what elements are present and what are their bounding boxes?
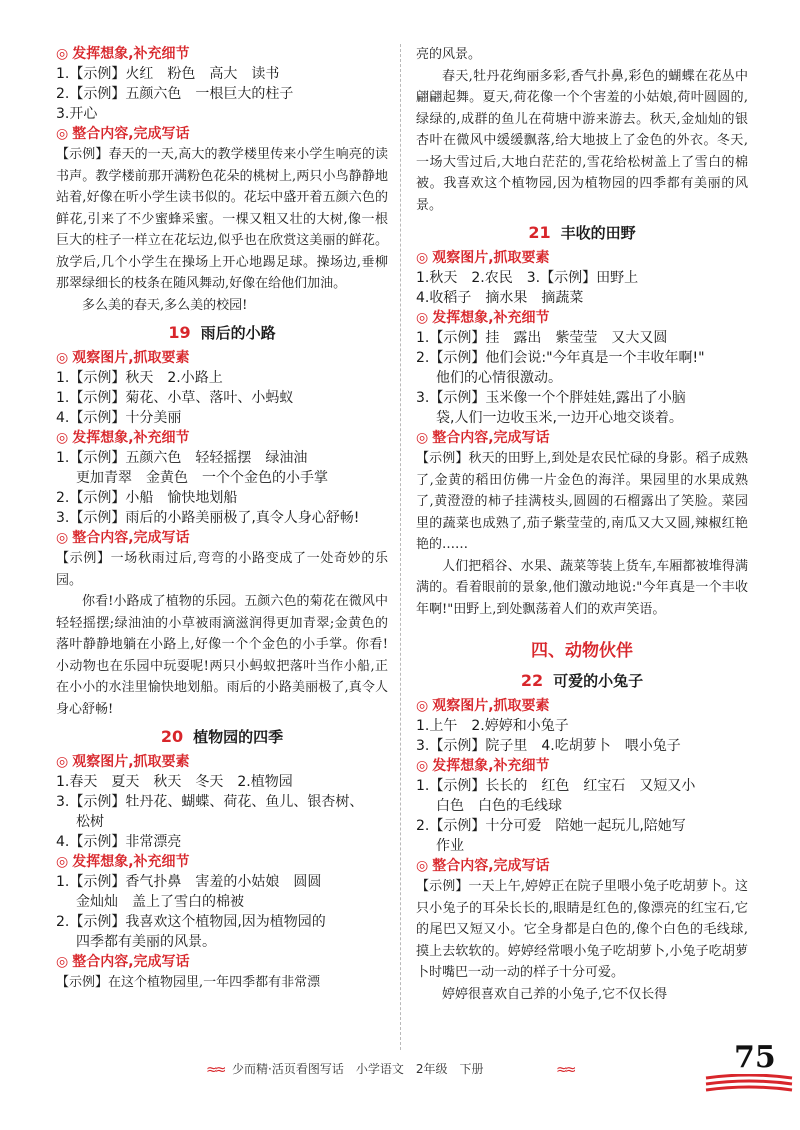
sample-essay (416, 876, 748, 1005)
answer-line: 1.上午 2.婷婷和小兔子 (416, 718, 569, 734)
answer-line: 3.开心 (56, 106, 98, 122)
answer-line: 金灿灿 盖上了雪白的棉被 (76, 894, 244, 910)
lesson-title: 19 雨后的小路 (168, 323, 276, 342)
answer-line: 袋,人们一边收玉米,一边开心地交谈着。 (436, 410, 683, 426)
page-footer (0, 1040, 800, 1104)
answer-line: 3.【示例】雨后的小路美丽极了,真令人身心舒畅! (56, 510, 360, 526)
answer-line: 作业 (436, 838, 464, 854)
answer-line: 4.【示例】非常漂亮 (56, 834, 182, 850)
essay-paragraph: 【示例】在这个植物园里,一年四季都有非常漂 (56, 975, 321, 990)
section-heading: ◎ 整合内容,完成写话 (56, 126, 190, 142)
sample-essay (416, 44, 748, 216)
essay-paragraph: 春天,牡丹花绚丽多彩,香气扑鼻,彩色的蝴蝶在花丛中翩翩起舞。夏天,荷花像一个个害羞的小姑娘,荷叶圆圆的,绿绿的,成群的鱼儿在荷塘中游来游去。秋天,金灿灿的银杏叶在微风中缓缓飘落,给大地披上了金色的外衣。冬天,一场大雪过后,大地白茫茫的,雪花给松树盖上了雪白的棉被。我喜欢这个植物园,因为植物园的四季都有美丽的风景。 (416, 68, 748, 213)
essay-paragraph: 【示例】一场秋雨过后,弯弯的小路变成了一处奇妙的乐园。 (56, 551, 388, 588)
answer-line: 1.春天 夏天 秋天 冬天 2.植物园 (56, 774, 293, 790)
column-divider (400, 44, 401, 1050)
essay-paragraph: 【示例】秋天的田野上,到处是农民忙碌的身影。稻子成熟了,金黄的稻田仿佛一片金色的海洋。果园里的水果成熟了,黄澄澄的柿子挂满枝头,圆圆的石榴露出了笑脸。菜园里的蔬菜也成熟了,茄子紫莹莹的,南瓜又大又圆,辣椒红艳艳的…… (416, 451, 748, 552)
essay-paragraph: 婷婷很喜欢自己养的小兔子,它不仅长得 (442, 986, 668, 1002)
sample-essay (56, 548, 388, 720)
section-heading: ◎ 观察图片,抓取要素 (416, 250, 550, 266)
essay-paragraph: 【示例】一天上午,婷婷正在院子里喂小兔子吃胡萝卜。这只小兔子的耳朵长长的,眼睛是红色的,像漂亮的红宝石,它的尾巴又短又小。它全身都是白色的,像个白色的毛线球,摸上去软软的。婷婷经常喂小兔子吃胡萝卜,小兔子吃胡萝卜时嘴巴一动一动的样子十分可爱。 (416, 879, 748, 980)
section-heading: ◎ 整合内容,完成写话 (416, 858, 550, 874)
essay-paragraph: 【示例】春天的一天,高大的教学楼里传来小学生响亮的读书声。教学楼前那开满粉色花朵的桃树上,两只小鸟静静地站着,好像在听小学生读书似的。花坛中盛开着五颜六色的鲜花,引来了不少蜜蜂采蜜。一棵又粗又壮的大树,像一根巨大的柱子一样立在花坛边,似乎也在欣赏这美丽的鲜花。放学后,几个小学生在操场上开心地踢足球。操场边,垂柳那翠绿细长的枝条在随风舞动,好像在给他们加油。 (56, 147, 388, 291)
answer-line: 2.【示例】他们会说:"今年真是一个丰收年啊!" (416, 350, 705, 366)
right-column (416, 44, 748, 1005)
answer-line: 1.【示例】火红 粉色 高大 读书 (56, 66, 280, 82)
answer-line: 1.【示例】长长的 红色 红宝石 又短又小 (416, 778, 696, 794)
answer-line: 4.收稻子 摘水果 摘蔬菜 (416, 290, 584, 306)
lesson-title: 21 丰收的田野 (528, 223, 636, 242)
double-circle-icon: ◎ (416, 430, 429, 446)
section-heading: ◎ 观察图片,抓取要素 (56, 754, 190, 770)
sample-essay (56, 144, 388, 316)
double-circle-icon: ◎ (416, 250, 429, 266)
answer-line: 3.【示例】牡丹花、蝴蝶、荷花、鱼儿、银杏树、 (56, 794, 364, 810)
answer-line: 1.【示例】五颜六色 轻轻摇摆 绿油油 (56, 450, 308, 466)
double-circle-icon: ◎ (56, 46, 69, 62)
answer-line: 他们的心情很激动。 (436, 370, 562, 386)
answer-line: 3.【示例】玉米像一个个胖娃娃,露出了小脑 (416, 390, 686, 406)
unit-title: 四、动物伙伴 (531, 641, 633, 661)
section-heading: ◎ 整合内容,完成写话 (56, 954, 190, 970)
wave-decoration-icon: ≈≈ (206, 1062, 224, 1078)
section-heading: ◎ 整合内容,完成写话 (56, 530, 190, 546)
answer-line: 四季都有美丽的风景。 (76, 934, 216, 950)
double-circle-icon: ◎ (56, 430, 69, 446)
section-heading: ◎ 发挥想象,补充细节 (56, 46, 190, 62)
footer-book-title: 少而精·活页看图写话 小学语文 2年级 下册 (232, 1062, 484, 1076)
double-circle-icon: ◎ (56, 126, 69, 142)
sample-essay (56, 972, 388, 994)
stripe-decoration-icon (704, 1074, 794, 1092)
answer-line: 2.【示例】十分可爱 陪她一起玩儿,陪她写 (416, 818, 686, 834)
essay-paragraph: 亮的风景。 (416, 47, 482, 62)
answer-line: 3.【示例】院子里 4.吃胡萝卜 喂小兔子 (416, 738, 681, 754)
double-circle-icon: ◎ (416, 758, 429, 774)
answer-line: 1.【示例】秋天 2.小路上 (56, 370, 223, 386)
double-circle-icon: ◎ (416, 310, 429, 326)
lesson-title: 20 植物园的四季 (160, 727, 284, 746)
sample-essay (416, 448, 748, 620)
double-circle-icon: ◎ (56, 854, 69, 870)
answer-line: 4.【示例】十分美丽 (56, 410, 182, 426)
essay-paragraph: 你看!小路成了植物的乐园。五颜六色的菊花在微风中轻轻摇摆;绿油油的小草被雨滴滋润得更加青翠;金黄色的落叶静静地躺在小路上,好像一个个金色的小手掌。你看!小动物也在乐园中玩耍呢!两只小蚂蚁把落叶当作小船,正在小小的水洼里愉快地划船。雨后的小路美丽极了,真令人身心舒畅! (56, 594, 388, 717)
section-heading: ◎ 整合内容,完成写话 (416, 430, 550, 446)
double-circle-icon: ◎ (56, 954, 69, 970)
answer-line: 1.【示例】挂 露出 紫莹莹 又大又圆 (416, 330, 668, 346)
answer-line: 2.【示例】小船 愉快地划船 (56, 490, 238, 506)
answer-line: 2.【示例】我喜欢这个植物园,因为植物园的 (56, 914, 326, 930)
section-heading: ◎ 发挥想象,补充细节 (416, 310, 550, 326)
answer-line: 白色 白色的毛线球 (436, 798, 562, 814)
section-heading: ◎ 观察图片,抓取要素 (56, 350, 190, 366)
essay-paragraph: 多么美的春天,多么美的校园! (82, 297, 248, 313)
answer-line: 松树 (76, 814, 104, 830)
double-circle-icon: ◎ (56, 530, 69, 546)
answer-line: 更加青翠 金黄色 一个个金色的小手掌 (76, 470, 328, 486)
wave-decoration-icon: ≈≈ (556, 1062, 574, 1078)
section-heading: ◎ 发挥想象,补充细节 (416, 758, 550, 774)
lesson-title: 22 可爱的小兔子 (520, 671, 644, 690)
page-number: 75 (734, 1040, 776, 1075)
section-heading: ◎ 发挥想象,补充细节 (56, 430, 190, 446)
answer-line: 1.秋天 2.农民 3.【示例】田野上 (416, 270, 639, 286)
double-circle-icon: ◎ (56, 350, 69, 366)
double-circle-icon: ◎ (416, 698, 429, 714)
answer-line: 2.【示例】五颜六色 一根巨大的柱子 (56, 86, 294, 102)
left-column (56, 44, 388, 994)
double-circle-icon: ◎ (56, 754, 69, 770)
section-heading: ◎ 发挥想象,补充细节 (56, 854, 190, 870)
answer-line: 1.【示例】香气扑鼻 害羞的小姑娘 圆圆 (56, 874, 322, 890)
answer-line: 1.【示例】菊花、小草、落叶、小蚂蚁 (56, 390, 294, 406)
double-circle-icon: ◎ (416, 858, 429, 874)
section-heading: ◎ 观察图片,抓取要素 (416, 698, 550, 714)
essay-paragraph: 人们把稻谷、水果、蔬菜等装上货车,车厢都被堆得满满的。看着眼前的景象,他们激动地说:"今年真是一个丰收年啊!"田野上,到处飘荡着人们的欢声笑语。 (416, 558, 748, 617)
